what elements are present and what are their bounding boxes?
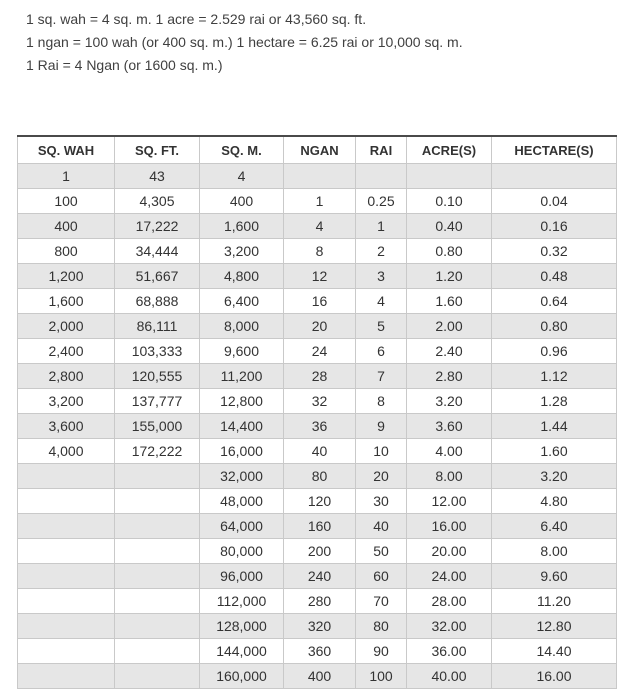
- table-cell-ngan: 32: [284, 389, 356, 414]
- table-cell-sq-wah: 1,600: [18, 289, 115, 314]
- table-cell-sq-ft: 68,888: [115, 289, 200, 314]
- table-cell-ngan: 40: [284, 439, 356, 464]
- table-cell-acres: 32.00: [407, 614, 492, 639]
- table-cell-sq-m: 3,200: [200, 239, 284, 264]
- table-cell-sq-ft: [115, 539, 200, 564]
- table-cell-acres: 4.00: [407, 439, 492, 464]
- column-header-hectares: HECTARE(S): [492, 136, 617, 164]
- table-row: [18, 239, 617, 264]
- table-row: [18, 289, 617, 314]
- table-cell-sq-m: 8,000: [200, 314, 284, 339]
- table-cell-sq-wah: [18, 614, 115, 639]
- table-cell-rai: 90: [356, 639, 407, 664]
- table-row: [18, 464, 617, 489]
- table-cell-sq-m: 1,600: [200, 214, 284, 239]
- table-cell-sq-ft: [115, 464, 200, 489]
- table-cell-rai: 10: [356, 439, 407, 464]
- table-cell-rai: 8: [356, 389, 407, 414]
- table-cell-sq-m: 4: [200, 164, 284, 189]
- table-cell-acres: 20.00: [407, 539, 492, 564]
- table-cell-ngan: 360: [284, 639, 356, 664]
- table-cell-ngan: 24: [284, 339, 356, 364]
- table-cell-rai: 70: [356, 589, 407, 614]
- table-cell-sq-m: 144,000: [200, 639, 284, 664]
- table-cell-hectares: [492, 164, 617, 189]
- table-row: [18, 164, 617, 189]
- table-cell-rai: 0.25: [356, 189, 407, 214]
- table-cell-sq-ft: 86,111: [115, 314, 200, 339]
- table-cell-rai: 6: [356, 339, 407, 364]
- table-cell-sq-ft: [115, 514, 200, 539]
- table-row: [18, 639, 617, 664]
- table-cell-sq-wah: [18, 589, 115, 614]
- table-row: [18, 439, 617, 464]
- table-row: [18, 314, 617, 339]
- table-cell-sq-ft: 34,444: [115, 239, 200, 264]
- table-cell-acres: 40.00: [407, 664, 492, 689]
- table-row: [18, 364, 617, 389]
- column-header-rai: RAI: [356, 136, 407, 164]
- table-cell-acres: 0.40: [407, 214, 492, 239]
- table-cell-hectares: 8.00: [492, 539, 617, 564]
- table-cell-acres: 3.20: [407, 389, 492, 414]
- note-line-2: 1 ngan = 100 wah (or 400 sq. m.) 1 hectare = 6.25 rai or 10,000 sq. m.: [26, 34, 463, 50]
- table-cell-acres: 3.60: [407, 414, 492, 439]
- table-cell-acres: 1.60: [407, 289, 492, 314]
- table-cell-acres: 12.00: [407, 489, 492, 514]
- table-cell-sq-m: 16,000: [200, 439, 284, 464]
- table-cell-sq-wah: 2,800: [18, 364, 115, 389]
- table-cell-acres: 2.00: [407, 314, 492, 339]
- table-cell-sq-wah: 4,000: [18, 439, 115, 464]
- table-row: [18, 264, 617, 289]
- table-cell-acres: 36.00: [407, 639, 492, 664]
- table-cell-sq-m: 48,000: [200, 489, 284, 514]
- column-header-sq-wah: SQ. WAH: [18, 136, 115, 164]
- table-cell-hectares: 0.16: [492, 214, 617, 239]
- column-header-sq-ft: SQ. FT.: [115, 136, 200, 164]
- table-cell-hectares: 1.28: [492, 389, 617, 414]
- table-cell-sq-m: 96,000: [200, 564, 284, 589]
- table-cell-rai: 60: [356, 564, 407, 589]
- table-row: [18, 189, 617, 214]
- table-cell-rai: 80: [356, 614, 407, 639]
- table-cell-sq-ft: 43: [115, 164, 200, 189]
- table-cell-sq-m: 9,600: [200, 339, 284, 364]
- table-cell-sq-ft: 137,777: [115, 389, 200, 414]
- table-cell-rai: 2: [356, 239, 407, 264]
- table-cell-sq-wah: [18, 489, 115, 514]
- table-cell-sq-m: 4,800: [200, 264, 284, 289]
- table-row: [18, 489, 617, 514]
- table-cell-rai: 9: [356, 414, 407, 439]
- table-cell-ngan: 36: [284, 414, 356, 439]
- table-cell-sq-ft: 103,333: [115, 339, 200, 364]
- table-cell-hectares: 0.96: [492, 339, 617, 364]
- table-cell-sq-ft: [115, 664, 200, 689]
- table-row: [18, 589, 617, 614]
- table-cell-rai: 3: [356, 264, 407, 289]
- table-cell-sq-wah: [18, 664, 115, 689]
- table-row: [18, 664, 617, 689]
- table-cell-ngan: 8: [284, 239, 356, 264]
- table-cell-sq-m: 32,000: [200, 464, 284, 489]
- table-cell-ngan: 12: [284, 264, 356, 289]
- table-cell-sq-m: 11,200: [200, 364, 284, 389]
- table-cell-acres: 28.00: [407, 589, 492, 614]
- table-cell-hectares: 1.44: [492, 414, 617, 439]
- table-row: [18, 414, 617, 439]
- table-cell-ngan: 200: [284, 539, 356, 564]
- table-cell-acres: 0.80: [407, 239, 492, 264]
- table-cell-ngan: 280: [284, 589, 356, 614]
- table-cell-rai: 100: [356, 664, 407, 689]
- table-cell-ngan: 28: [284, 364, 356, 389]
- area-conversion-table: [17, 135, 617, 689]
- table-cell-rai: [356, 164, 407, 189]
- table-cell-sq-wah: 1: [18, 164, 115, 189]
- table-cell-hectares: 16.00: [492, 664, 617, 689]
- table-row: [18, 614, 617, 639]
- note-line-1: 1 sq. wah = 4 sq. m. 1 acre = 2.529 rai or 43,560 sq. ft.: [26, 11, 367, 27]
- table-cell-sq-ft: 51,667: [115, 264, 200, 289]
- table-cell-hectares: 3.20: [492, 464, 617, 489]
- column-header-sq-m: SQ. M.: [200, 136, 284, 164]
- table-cell-acres: [407, 164, 492, 189]
- table-cell-sq-m: 112,000: [200, 589, 284, 614]
- table-cell-sq-ft: [115, 489, 200, 514]
- table-cell-hectares: 9.60: [492, 564, 617, 589]
- table-cell-acres: 0.10: [407, 189, 492, 214]
- table-cell-hectares: 0.04: [492, 189, 617, 214]
- table-cell-sq-ft: [115, 614, 200, 639]
- table-cell-sq-wah: 2,000: [18, 314, 115, 339]
- table-cell-ngan: 4: [284, 214, 356, 239]
- table-cell-hectares: 0.80: [492, 314, 617, 339]
- table-cell-sq-ft: 172,222: [115, 439, 200, 464]
- table-cell-hectares: 1.12: [492, 364, 617, 389]
- table-body: [18, 164, 617, 689]
- table-cell-sq-wah: 2,400: [18, 339, 115, 364]
- table-cell-sq-wah: 3,200: [18, 389, 115, 414]
- table-cell-sq-ft: [115, 564, 200, 589]
- table-cell-rai: 7: [356, 364, 407, 389]
- table-row: [18, 339, 617, 364]
- table-cell-sq-ft: 155,000: [115, 414, 200, 439]
- table-cell-sq-m: 12,800: [200, 389, 284, 414]
- table-cell-hectares: 4.80: [492, 489, 617, 514]
- table-cell-ngan: 20: [284, 314, 356, 339]
- table-cell-ngan: 240: [284, 564, 356, 589]
- table-cell-acres: 2.80: [407, 364, 492, 389]
- table-cell-rai: 20: [356, 464, 407, 489]
- table-cell-rai: 50: [356, 539, 407, 564]
- table-row: [18, 539, 617, 564]
- table-cell-ngan: [284, 164, 356, 189]
- table-cell-ngan: 160: [284, 514, 356, 539]
- table-cell-acres: 1.20: [407, 264, 492, 289]
- table-cell-hectares: 12.80: [492, 614, 617, 639]
- table-cell-sq-ft: [115, 639, 200, 664]
- table-cell-rai: 30: [356, 489, 407, 514]
- table-cell-ngan: 1: [284, 189, 356, 214]
- table-cell-hectares: 14.40: [492, 639, 617, 664]
- table-cell-hectares: 0.64: [492, 289, 617, 314]
- table-cell-sq-m: 6,400: [200, 289, 284, 314]
- table-cell-sq-m: 14,400: [200, 414, 284, 439]
- table-cell-acres: 24.00: [407, 564, 492, 589]
- table-cell-rai: 40: [356, 514, 407, 539]
- table-row: [18, 564, 617, 589]
- table-cell-hectares: 1.60: [492, 439, 617, 464]
- table-cell-sq-wah: 3,600: [18, 414, 115, 439]
- table-cell-sq-wah: [18, 539, 115, 564]
- table-cell-acres: 8.00: [407, 464, 492, 489]
- table-cell-ngan: 16: [284, 289, 356, 314]
- conversion-notes: [26, 8, 463, 77]
- table-cell-ngan: 320: [284, 614, 356, 639]
- table-cell-hectares: 0.32: [492, 239, 617, 264]
- table-cell-sq-wah: 1,200: [18, 264, 115, 289]
- table-cell-sq-ft: [115, 589, 200, 614]
- table-cell-ngan: 80: [284, 464, 356, 489]
- table-header: [18, 136, 617, 164]
- table-cell-sq-wah: [18, 564, 115, 589]
- table-cell-sq-wah: 400: [18, 214, 115, 239]
- table-cell-sq-wah: 100: [18, 189, 115, 214]
- table-cell-sq-m: 160,000: [200, 664, 284, 689]
- table-cell-hectares: 0.48: [492, 264, 617, 289]
- table-cell-hectares: 6.40: [492, 514, 617, 539]
- table-cell-sq-ft: 4,305: [115, 189, 200, 214]
- table-row: [18, 514, 617, 539]
- table-cell-rai: 4: [356, 289, 407, 314]
- table-cell-acres: 16.00: [407, 514, 492, 539]
- table-cell-ngan: 400: [284, 664, 356, 689]
- note-line-3: 1 Rai = 4 Ngan (or 1600 sq. m.): [26, 57, 223, 73]
- column-header-acres: ACRE(S): [407, 136, 492, 164]
- table-row: [18, 214, 617, 239]
- table-row: [18, 389, 617, 414]
- table-cell-sq-m: 80,000: [200, 539, 284, 564]
- table-cell-ngan: 120: [284, 489, 356, 514]
- column-header-ngan: NGAN: [284, 136, 356, 164]
- table-cell-sq-ft: 120,555: [115, 364, 200, 389]
- table-cell-acres: 2.40: [407, 339, 492, 364]
- table-cell-sq-m: 400: [200, 189, 284, 214]
- table-cell-sq-wah: [18, 464, 115, 489]
- header-row: [18, 136, 617, 164]
- table-cell-sq-wah: [18, 514, 115, 539]
- table-cell-hectares: 11.20: [492, 589, 617, 614]
- table-cell-sq-wah: 800: [18, 239, 115, 264]
- table-cell-rai: 5: [356, 314, 407, 339]
- table-cell-sq-ft: 17,222: [115, 214, 200, 239]
- table-cell-sq-wah: [18, 639, 115, 664]
- table-cell-rai: 1: [356, 214, 407, 239]
- table-cell-sq-m: 128,000: [200, 614, 284, 639]
- table-cell-sq-m: 64,000: [200, 514, 284, 539]
